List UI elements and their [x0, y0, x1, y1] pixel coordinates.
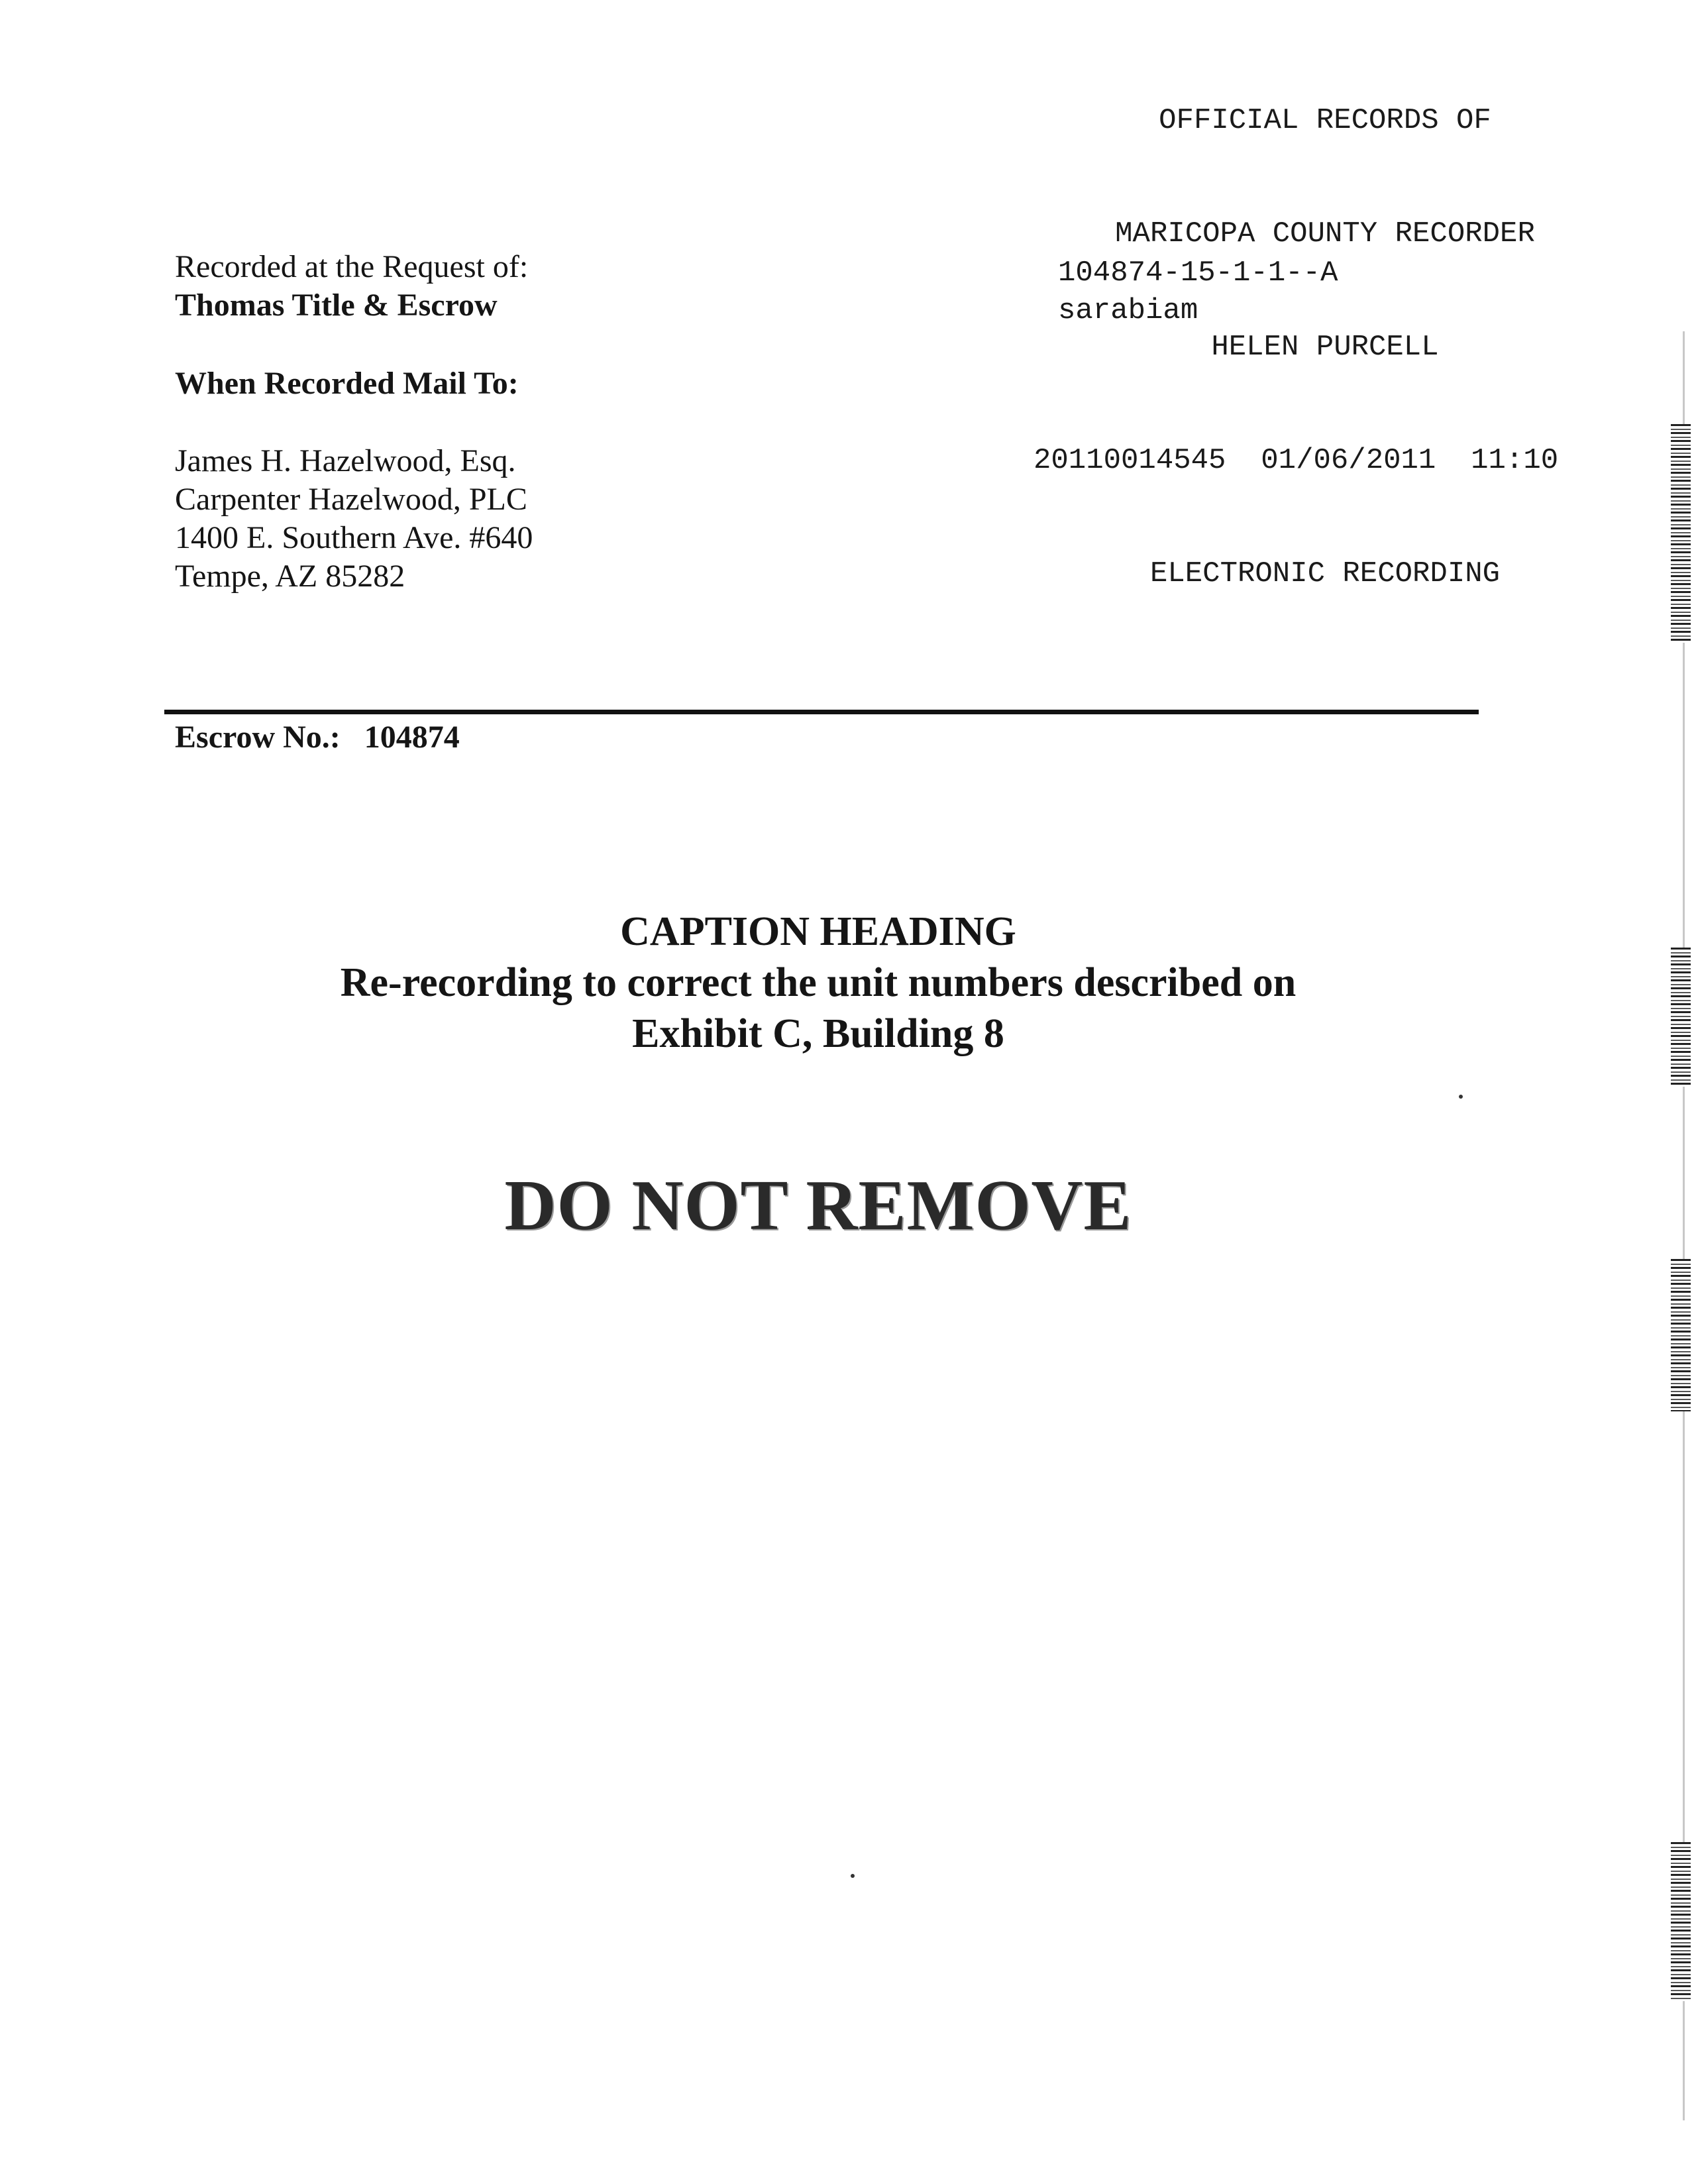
stamp-recording-info [1034, 442, 1656, 480]
mail-to-name: James H. Hazelwood, Esq. [175, 443, 516, 478]
mail-to-city: Tempe, AZ 85282 [175, 559, 405, 594]
horizontal-divider [164, 710, 1479, 714]
document-reference [1058, 254, 1338, 330]
stamp-date: 01/06/2011 [1261, 444, 1436, 477]
stamp-line-official-records: OFFICIAL RECORDS OF [1159, 104, 1491, 137]
escrow-number-line [175, 718, 460, 757]
stamp-line-recorder-name: HELEN PURCELL [1211, 331, 1439, 364]
document-reference-user: sarabiam [1058, 294, 1198, 327]
do-not-remove-notice: DO NOT REMOVE [504, 1166, 1132, 1245]
recorded-request-block [175, 248, 528, 325]
scan-speck [1459, 1095, 1463, 1099]
stamp-line-county-recorder: MARICOPA COUNTY RECORDER [1115, 217, 1535, 250]
caption-line-1: Re-recording to correct the unit numbers described on [340, 960, 1297, 1005]
scan-edge-artifact [1656, 0, 1696, 2184]
recorded-request-company: Thomas Title & Escrow [175, 288, 498, 323]
recorded-request-label: Recorded at the Request of: [175, 249, 529, 284]
caption-heading: CAPTION HEADING [620, 909, 1016, 954]
stamp-record-number: 20110014545 [1034, 444, 1226, 477]
caption-line-2: Exhibit C, Building 8 [632, 1011, 1004, 1056]
escrow-number: 104874 [364, 720, 460, 755]
stamp-line-electronic-recording: ELECTRONIC RECORDING [1149, 557, 1501, 590]
mail-to-heading: When Recorded Mail To: [175, 366, 519, 401]
caption-block [0, 906, 1636, 1060]
stamp-time: 11:10 [1471, 444, 1559, 477]
mail-to-street: 1400 E. Southern Ave. #640 [175, 520, 533, 555]
scan-speck [851, 1874, 855, 1878]
mail-to-firm: Carpenter Hazelwood, PLC [175, 482, 527, 517]
mail-to-address [175, 442, 533, 596]
document-reference-code: 104874-15-1-1--A [1058, 256, 1338, 290]
escrow-label: Escrow No.: [175, 720, 341, 755]
